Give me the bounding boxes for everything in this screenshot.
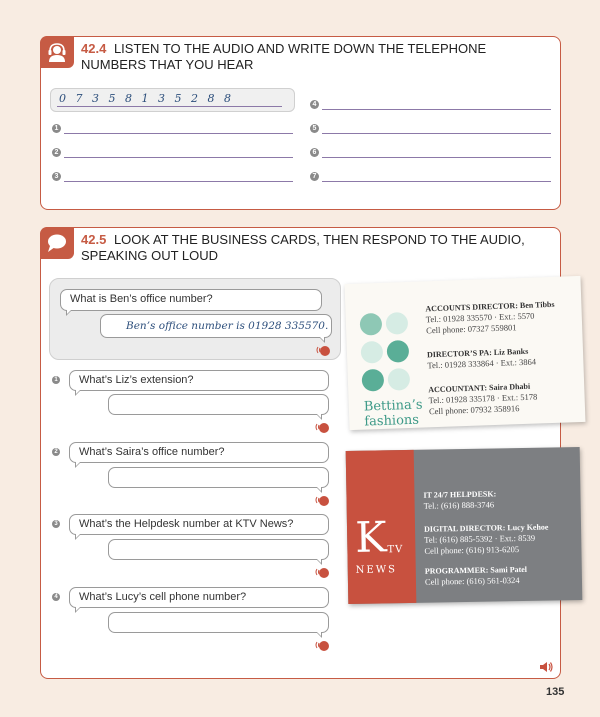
question-text-3: What’s the Helpdesk number at KTV News? <box>79 518 294 530</box>
question-number-2: 2 <box>52 448 60 456</box>
question-number-4: 4 <box>52 593 60 601</box>
decorative-dot <box>387 340 410 363</box>
response-bubble-2[interactable] <box>108 467 329 488</box>
brand-name <box>364 397 427 429</box>
card-entry-3 <box>428 381 538 418</box>
entry-line: Cell phone: (616) 561-0324 <box>424 575 520 587</box>
exercise-instruction: LISTEN TO THE AUDIO AND WRITE DOWN THE TELEPHONE NUMBERS THAT YOU HEAR <box>81 41 487 72</box>
decorative-dot <box>386 312 409 335</box>
answer-line-4[interactable] <box>322 109 551 110</box>
question-bubble-1 <box>69 370 329 391</box>
response-bubble-4[interactable] <box>108 612 329 633</box>
answer-line-6[interactable] <box>322 157 551 158</box>
entry-line: Tel: (616) 885-5392 · Ext.: 8539 <box>424 532 536 545</box>
speak-icon[interactable] <box>315 420 331 434</box>
question-number-3: 3 <box>52 520 60 528</box>
speak-icon[interactable] <box>315 565 331 579</box>
answer-line-7[interactable] <box>322 181 551 182</box>
entry-line: Tel.: 01928 335570 · Ext.: 5570 <box>425 310 535 325</box>
speech-bubble-icon <box>40 227 74 259</box>
exercise-number: 42.4 <box>81 41 107 56</box>
question-bubble-3 <box>69 514 329 535</box>
business-card-bettinas-fashions <box>345 276 586 430</box>
response-bubble-3[interactable] <box>108 539 329 560</box>
question-text-4: What’s Lucy’s cell phone number? <box>79 591 247 603</box>
entry-title: DIGITAL DIRECTOR: Lucy Kehoe <box>423 522 549 534</box>
logo-tv: TV <box>387 544 404 556</box>
example-question-bubble <box>60 289 322 311</box>
exercise-number: 42.5 <box>81 232 107 247</box>
question-text-2: What’s Saira’s office number? <box>79 446 225 458</box>
entry-title: ACCOUNTANT: Saira Dhabi <box>428 381 531 395</box>
entry-line: Tel.: 01928 333864 · Ext.: 3864 <box>427 356 537 371</box>
decorative-dot <box>362 369 385 392</box>
speak-icon[interactable] <box>316 343 332 357</box>
example-question: What is Ben’s office number? <box>70 293 213 305</box>
brand-line-1: Bettina’s <box>363 397 423 415</box>
decorative-dot <box>388 368 411 391</box>
entry-line: Cell phone: 07327 559801 <box>426 322 517 336</box>
exercise-42-4-panel <box>40 36 561 210</box>
card-entry-2 <box>424 522 549 557</box>
headphones-icon <box>40 36 74 68</box>
question-text-1: What’s Liz’s extension? <box>79 374 194 386</box>
example-answer: 0 7 3 5 8 1 3 5 2 8 8 <box>59 92 234 105</box>
ktv-logo-panel <box>346 450 417 604</box>
exercise-42-5-panel <box>40 227 561 679</box>
entry-title: PROGRAMMER: Sami Patel <box>424 564 528 576</box>
speak-icon[interactable] <box>315 493 331 507</box>
answer-line-5[interactable] <box>322 133 551 134</box>
speak-icon[interactable] <box>315 638 331 652</box>
item-number-6: 6 <box>310 148 319 157</box>
decorative-dot <box>361 341 384 364</box>
card-entry-2 <box>427 346 536 372</box>
item-number-5: 5 <box>310 124 319 133</box>
question-bubble-2 <box>69 442 329 463</box>
entry-line: Tel.: (616) 888-3746 <box>423 499 495 511</box>
exercise-instruction: LOOK AT THE BUSINESS CARDS, THEN RESPOND TO THE AUDIO, SPEAKING OUT LOUD <box>81 232 525 263</box>
item-number-3: 3 <box>52 172 61 181</box>
logo-letter-k: K <box>354 512 388 562</box>
entry-line: Cell phone: (616) 913-6205 <box>424 544 520 556</box>
brand-line-2: fashions <box>364 412 420 430</box>
item-number-2: 2 <box>52 148 61 157</box>
example-box <box>49 278 341 360</box>
example-answer-bubble <box>100 314 332 338</box>
question-number-1: 1 <box>52 376 60 384</box>
entry-title: IT 24/7 HELPDESK: <box>423 489 497 500</box>
audio-icon[interactable] <box>539 661 553 673</box>
answer-line <box>57 106 282 107</box>
question-bubble-4 <box>69 587 329 608</box>
item-number-7: 7 <box>310 172 319 181</box>
response-bubble-1[interactable] <box>108 394 329 415</box>
entry-title: DIRECTOR’S PA: Liz Banks <box>426 346 529 360</box>
item-number-1: 1 <box>52 124 61 133</box>
example-answer-box <box>50 88 295 112</box>
entry-line: Tel.: 01928 335178 · Ext.: 5178 <box>428 391 538 406</box>
entry-line: Cell phone: 07932 358916 <box>428 403 520 417</box>
answer-line-3[interactable] <box>64 181 293 182</box>
card-entry-3 <box>425 564 528 588</box>
page-number: 135 <box>546 686 565 698</box>
card-entry-1 <box>425 299 555 336</box>
business-card-ktv-news <box>346 447 583 604</box>
exercise-heading <box>81 232 551 264</box>
exercise-heading <box>81 41 551 73</box>
item-number-4: 4 <box>310 100 319 109</box>
entry-title: ACCOUNTS DIRECTOR: Ben Tibbs <box>425 299 555 314</box>
answer-line-1[interactable] <box>64 133 293 134</box>
decorative-dot <box>360 313 383 336</box>
card-entry-1 <box>423 488 496 511</box>
example-answer: Ben’s office number is 01928 335570. <box>126 320 329 332</box>
answer-line-2[interactable] <box>64 157 293 158</box>
logo-news: NEWS <box>355 564 398 576</box>
